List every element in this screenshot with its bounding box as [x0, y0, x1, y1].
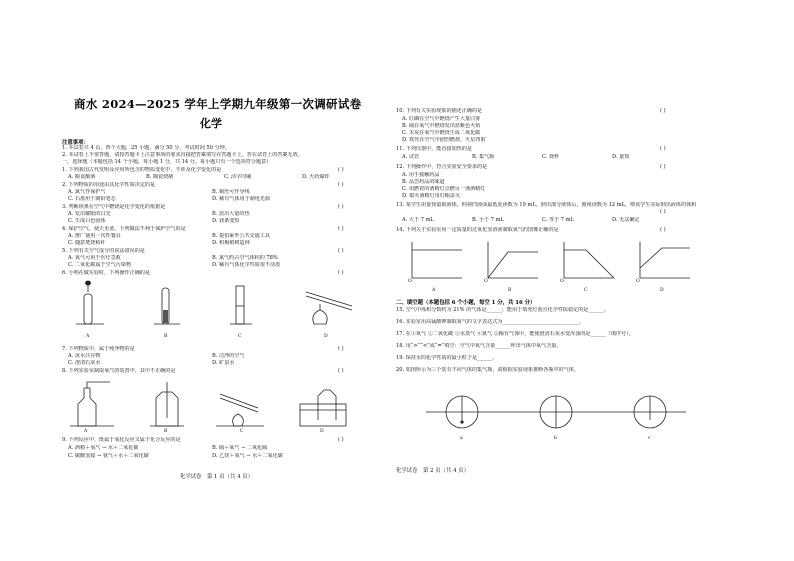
answer-paren: ( ) — [660, 108, 666, 114]
answer-paren: ( ) — [660, 164, 666, 170]
figure-label: D — [320, 429, 324, 434]
option: A. 用手接触药品 — [402, 172, 440, 178]
question-stem: 9. 下列反应中，既属于氧化反应又属于化合反应的是 — [62, 437, 181, 443]
option: C. 等于 7 mL — [542, 217, 574, 223]
answer-paren: ( ) — [338, 368, 344, 374]
graph-origin-label: O — [636, 279, 640, 284]
fill-question: 19. 保持水的化学性质的最小粒子是______。 — [396, 355, 498, 361]
question-stem: 2. 下列物质的用途由其化学性质决定的是 — [62, 182, 156, 188]
page-footer: 化学试卷 第 2 页（共 4 页） — [396, 468, 470, 474]
figure-label: A — [84, 429, 88, 434]
option: C. 烧杯 — [542, 154, 560, 160]
figure-label: C — [238, 334, 242, 339]
figure-label: D — [324, 334, 328, 339]
graph-origin-label: O — [560, 279, 564, 284]
option: C. 碳酸氢铵 → 氨气＋水＋二氧化碳 — [68, 453, 149, 459]
answer-paren: ( ) — [338, 346, 344, 352]
q8-oxygen-apparatus-figure — [70, 378, 370, 432]
option: B. 提倡乘坐公共交通工具 — [212, 233, 270, 239]
option: C. 木炭在氧气中燃烧生成二氧化碳 — [402, 130, 481, 136]
question-stem: 1. 下列我国古代发明及应用所包含的物质变化中，不涉及化学变化的是 — [62, 167, 222, 173]
option: D. 矿泉水 — [212, 360, 235, 366]
graph-label: D — [660, 288, 664, 293]
section-heading-choice: 一、选择题（本题包括 14 个小题，每小题 1 分，共 14 分。每小题只有一个选项符合题意） — [62, 159, 272, 165]
option: C. 用燃着的酒精灯点燃另一盏酒精灯 — [402, 186, 486, 192]
question-stem: 7. 下列物质中，属于纯净物的是 — [62, 346, 135, 352]
exam-page-1 — [62, 96, 380, 484]
question-stem: 14. 下列关于实验室用一定质量的过氧化氢溶液制取氧气的图像正确的是 — [396, 227, 559, 233]
fill-question: 15. 空气中体积分数约为 21% 的气体是______；能用于填充灯泡且化学性质稳定的是______。 — [396, 307, 609, 313]
answer-paren: ( ) — [338, 248, 344, 254]
notice-line: 1. 本试卷共 4 页，四个大题，25 小题，满分 50 分，考试时间 50 分钟。 — [62, 145, 230, 151]
option: A. 大于 7 mL — [402, 217, 434, 223]
section-heading-fill: 二、填空题（本题包括 6 个小题，每空 1 分，共 16 分） — [396, 300, 536, 306]
option: D. 积极植树造林 — [212, 240, 250, 246]
option: D. 稀有气体用于制电光源 — [212, 196, 271, 202]
answer-paren: ( ) — [660, 146, 666, 152]
fill-question: 16. 实验室用高锰酸钾制取氧气的文字表达式为______________________________。 — [396, 319, 585, 325]
graph-label: B — [508, 288, 512, 293]
notice-line: 2. 本试卷上不要答题，请按答题卡上注意事项的要求直接把答案填写在答题卡上。答在试卷上的答案无效。 — [62, 152, 303, 158]
option: D. 铁丝在空气中剧烈燃烧，火星四射 — [402, 137, 486, 143]
answer-paren: ( ) — [338, 182, 344, 188]
option: A. 酒精＋氧气 → 水＋二氧化碳 — [68, 445, 139, 451]
answer-paren: ( ) — [660, 227, 666, 233]
option: C. 二氧化碳属于空气污染物 — [68, 262, 131, 268]
option: C. 生成白色固体 — [68, 218, 106, 224]
figure-label: A — [86, 334, 90, 339]
option: A. 发出耀眼的白光 — [68, 211, 111, 217]
option: B. 洁净的空气 — [212, 353, 245, 359]
option: B. 品尝药品的味道 — [402, 179, 445, 185]
option: C. 活字印刷 — [224, 174, 252, 180]
question-stem: 12. 下列操作中，符合实验安全要求的是 — [396, 164, 488, 170]
option: A. 粮食酿酒 — [68, 174, 96, 180]
option: A. 氧气可用于医疗急救 — [68, 255, 121, 261]
option: A. 氮气作保护气 — [68, 189, 106, 195]
option: C. 澄清石灰水 — [68, 360, 101, 366]
page-footer: 化学试卷 第 1 页（共 4 页） — [180, 474, 254, 480]
fill-question: 18. 用“>”“<”或“=”填空：空气中氧气含量______呼出气体中氧气含量。 — [396, 343, 562, 349]
answer-paren: ( ) — [338, 167, 344, 173]
figure-label: B — [164, 429, 168, 434]
option: D. 乙炔＋氧气 → 水＋二氧化碳 — [212, 453, 283, 459]
option: A. 红磷在空气中燃烧产生大量白雾 — [402, 116, 481, 122]
q14-graphs-figure — [400, 238, 700, 284]
question-stem: 11. 下列仪器中，能直接加热的是 — [396, 146, 472, 152]
option: D. 熄灭酒精灯用灯帽盖灭 — [402, 193, 461, 199]
option: B. 小于 7 mL — [472, 217, 504, 223]
question-stem: 5. 下列有关空气成分的说法错误的是 — [62, 248, 145, 254]
answer-paren: ( ) — [338, 437, 344, 443]
answer-paren: ( ) — [338, 204, 344, 210]
option: D. 稀有气体化学性质很不活泼 — [212, 262, 281, 268]
answer-paren: ( ) — [338, 270, 344, 276]
fill-question: 17. 在①氧气 ②二氧化碳 ③水蒸气 ④氮气 ⑤稀有气体中，能使澄清石灰水变浑浊的是______（填序号）。 — [396, 331, 634, 337]
figure-label: B — [164, 334, 168, 339]
option: B. 陶瓷烧制 — [146, 174, 174, 180]
question-stem: 6. 小明在做实验时，下列操作正确的是 — [62, 270, 150, 276]
option: D. 火药爆炸 — [302, 174, 330, 180]
exam-title: 商水 2024—2025 学年上学期九年级第一次调研试卷 — [74, 97, 362, 111]
option: A. 试管 — [402, 154, 420, 160]
question-stem: 8. 下列实验室制取氧气的装置中，其中不正确的是 — [62, 368, 176, 374]
option: B. 硫＋氧气 → 二氧化硫 — [212, 445, 268, 451]
option: B. 集气瓶 — [472, 154, 495, 160]
figure-label: C — [240, 429, 244, 434]
option: C. 石墨用于制铅笔芯 — [68, 196, 116, 202]
graph-origin-label: O — [484, 279, 488, 284]
option: B. 氮气约占空气体积的 78% — [212, 255, 278, 261]
exam-subject: 化学 — [200, 117, 222, 130]
jar-label: b — [554, 436, 557, 441]
q6-apparatus-figure — [70, 280, 370, 340]
question-stem: 3. 判断镁条在空气中燃烧是化学变化的依据是 — [62, 204, 166, 210]
notice-heading: 注意事项： — [62, 140, 89, 146]
jar-label: c — [648, 436, 651, 441]
graph-origin-label: O — [408, 279, 412, 284]
option: D. 镁条变短 — [212, 218, 240, 224]
graph-label: A — [432, 288, 436, 293]
option: B. 铜丝可作导线 — [212, 189, 250, 195]
question-stem: 10. 下列有关实验现象的描述正确的是 — [396, 108, 483, 114]
answer-paren: ( ) — [338, 226, 344, 232]
answer-paren: ( ) — [660, 209, 666, 215]
option: B. 放出大量的热 — [212, 211, 250, 217]
option: A. 推广使用一次性餐具 — [68, 233, 121, 239]
option: B. 硫在氧气中燃烧发出蓝紫色火焰 — [402, 123, 481, 129]
option: D. 无法确定 — [612, 217, 640, 223]
option: C. 随意焚烧秸秆 — [68, 240, 106, 246]
jar-label: a — [460, 436, 463, 441]
graph-label: C — [584, 288, 588, 293]
question-stem: 4. 保护空气，使天更蓝，下列做法不利于保护空气的是 — [62, 226, 186, 232]
fill-question-20: 20. 如图所示为三个装有不同气体的集气瓶，请根据实验现象推断各瓶中的气体。 — [396, 367, 579, 373]
option: A. 冰水共存物 — [68, 353, 101, 359]
option: D. 量筒 — [612, 154, 630, 160]
question-stem: 13. 某学生用量筒量取液体，仰视凹液面最低处读数为 19 mL，倒出部分液体后，俯视读数为 12 mL，则该学生实际倒出液体的体积 — [396, 202, 697, 208]
exam-page-2 — [396, 108, 700, 482]
q20-gas-jars-figure — [426, 390, 686, 434]
